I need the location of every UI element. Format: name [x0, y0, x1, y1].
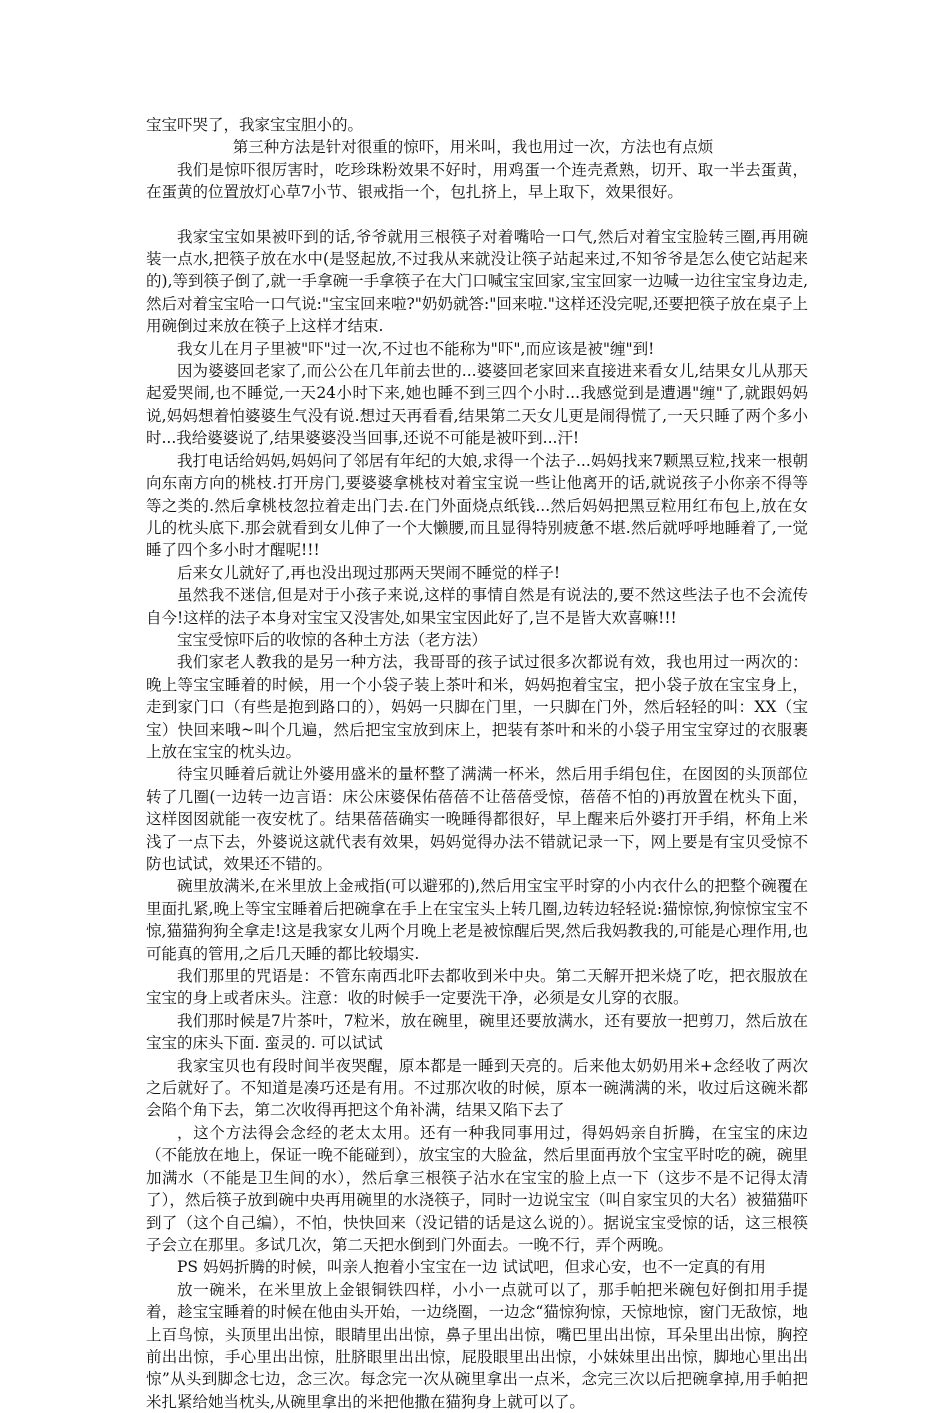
paragraph: 碗里放满米,在米里放上金戒指(可以避邪的),然后用宝宝平时穿的小内衣什么的把整个碗覆在里面扎紧,晚上等宝宝睡着后把碗拿在手上在宝宝头上转几圈,边转边轻轻说:猫惊惊,狗惊惊宝宝不惊,猫猫狗狗全拿走!这是我家女儿两个月晚上老是被惊醒后哭,然后我妈教我的,可能是心理作用,也可能真的管用,之后几天睡的都比较塌实.: [146, 877, 808, 963]
paragraph: 因为婆婆回老家了,而公公在几年前去世的...婆婆回老家回来直接进来看女儿,结果女儿从那天起爱哭闹,也不睡觉,一天24小时下来,她也睡不到三四个小时...我感觉到是遭遇"缠"了,就跟妈妈说,妈妈想着怕婆婆生气没有说.想过天再看看,结果第二天女儿更是闹得慌了,一天只睡了两个多小时...我给婆婆说了,结果婆婆没当回事,还说不可能是被吓到...汗!: [146, 362, 808, 448]
paragraph: 放一碗米，在米里放上金银铜铁四样，小小一点就可以了，那手帕把米碗包好倒扣用手提着，趁宝宝睡着的时候在他由头开始，一边绕圈，一边念“猫惊狗惊，天惊地惊，窗门无敌惊，地上百鸟惊，头顶里出出惊，眼睛里出出惊，鼻子里出出惊，嘴巴里出出惊，耳朵里出出惊，胸控前出出惊，手心里出出惊，肚脐眼里出出惊，屁股眼里出出惊，小妹妹里出出惊，脚地心里出出惊”从头到脚念七边，念三次。每念完一次从碗里拿出一点米，念完三次以后把碗拿掉,用手帕把米扎紧给她当枕头,从碗里拿出的米把他撒在猫狗身上就可以了。: [146, 1280, 808, 1411]
paragraph: 待宝贝睡着后就让外婆用盛米的量杯整了满满一杯米，然后用手绢包住，在囡囡的头顶部位转了几圈(一边转一边言语：床公床婆保佑蓓蓓不让蓓蓓受惊，蓓蓓不怕的)再放置在枕头下面，这样囡囡就能一夜安枕了。结果蓓蓓确实一晚睡得都很好，早上醒来后外婆打开手绢，杯角上米浅了一点下去，外婆说这就代表有效果，妈妈觉得办法不错就记录一下，网上要是有宝贝受惊不防也试试，效果还不错的。: [146, 765, 808, 873]
paragraph: 我家宝宝如果被吓到的话,爷爷就用三根筷子对着嘴哈一口气,然后对着宝宝脸转三圈,再用碗装一点水,把筷子放在水中(是竖起放,不过我从来就没让筷子站起来过,不知爷爷是怎么使它站起来的),等到筷子倒了,就一手拿碗一手拿筷子在大门口喊宝宝回家,宝宝回家一边喊一边往宝宝身边走,然后对着宝宝哈一口气说:"宝宝回来啦?"奶奶就答:"回来啦."这样还没完呢,还要把筷子放在桌子上用碗倒过来放在筷子上这样才结束.: [146, 227, 808, 336]
paragraph: 我们家老人教我的是另一种方法，我哥哥的孩子试过很多次都说有效，我也用过一两次的：晚上等宝宝睡着的时候，用一个小袋子装上茶叶和米，妈妈抱着宝宝，把小袋子放在宝宝身上，走到家门口（有些是抱到路口的），妈妈一只脚在门里，一只脚在门外，然后轻轻的叫：XX（宝宝）快回来哦~叫个几遍，然后把宝宝放到床上，把装有茶叶和米的小袋子用宝宝穿过的衣服裹上放在宝宝的枕头边。: [146, 653, 808, 761]
section-heading: 宝宝受惊吓后的收惊的各种土方法（老方法）: [177, 630, 488, 649]
paragraph: 我女儿在月子里被"吓"过一次,不过也不能称为"吓",而应该是被"缠"到!: [177, 339, 655, 358]
paragraph: 第三种方法是针对很重的惊吓，用米叫，我也用过一次，方法也有点烦: [232, 138, 714, 157]
paragraph: 我们是惊吓很厉害时，吃珍珠粉效果不好时，用鸡蛋一个连壳煮熟，切开、取一半去蛋黄，在蛋黄的位置放灯心草7小节、银戒指一个，包扎挤上，早上取下，效果很好。: [146, 160, 808, 202]
paragraph: 我们那里的咒语是：不管东南西北吓去都收到米中央。第二天解开把米烧了吃，把衣服放在宝宝的身上或者床头。注意：收的时候手一定要洗干净，必须是女儿穿的衣服。: [146, 967, 808, 1008]
paragraph: PS 妈妈折腾的时候，叫亲人抱着小宝宝在一边 试试吧，但求心安，也不一定真的有用: [177, 1258, 766, 1277]
paragraph: ，这个方法得会念经的老太太用。还有一种我同事用过，得妈妈亲自折腾，在宝宝的床边（不能放在地上，保证一晚不能碰到），放宝宝的大脸盆，然后里面再放个宝宝平时吃的碗，碗里加满水（不能是卫生间的水），然后拿三根筷子沾水在宝宝的脸上点一下（这步不是不记得太清了），然后筷子放到碗中央再用碗里的水浇筷子，同时一边说宝宝（叫自家宝贝的大名）被猫猫吓到了（这个自己编），不怕，快快回来（没记错的话是这么说的）。据说宝宝受惊的话，这三根筷子会立在那里。多试几次，第二天把水倒到门外面去。一晚不行，弄个两晚。: [146, 1123, 808, 1254]
paragraph: 我们那时候是7片茶叶，7粒米，放在碗里，碗里还要放满水，还有要放一把剪刀，然后放在宝宝的床头下面. 蛮灵的. 可以试试: [146, 1011, 808, 1053]
paragraph: 宝宝吓哭了，我家宝宝胆小的。: [146, 116, 364, 134]
paragraph: 虽然我不迷信,但是对于小孩子来说,这样的事情自然是有说法的,要不然这些法子也不会流传自今!这样的法子本身对宝宝又没害处,如果宝宝因此好了,岂不是皆大欢喜嘛!!!: [146, 586, 808, 627]
paragraph: 我家宝贝也有段时间半夜哭醒，原本都是一睡到天亮的。后来他太奶奶用米+念经收了两次之后就好了。不知道是凑巧还是有用。不过那次收的时候，原本一碗满满的米，收过后这碗米都会陷个角下去，第二次收得再把这个角补满，结果又陷下去了: [146, 1056, 808, 1120]
paragraph: 我打电话给妈妈,妈妈问了邻居有年纪的大娘,求得一个法子...妈妈找来7颗黑豆粒,找来一根朝向东南方向的桃枝.打开房门,要婆婆拿桃枝对着宝宝说一些让他离开的话,就说孩子小你亲不得等等之类的.然后拿桃枝忽拉着走出门去.在门外面烧点纸钱...然后妈妈把黑豆粒用红布包上,放在女儿的枕头底下.那会就看到女儿伸了一个大懒腰,而且显得特别疲惫不堪.然后就呼呼地睡着了,一觉睡了四个多小时才醒呢!!!: [146, 451, 808, 560]
paragraph: 后来女儿就好了,再也没出现过那两天哭闹不睡觉的样子!: [177, 563, 561, 582]
document-body: [146, 114, 808, 1413]
